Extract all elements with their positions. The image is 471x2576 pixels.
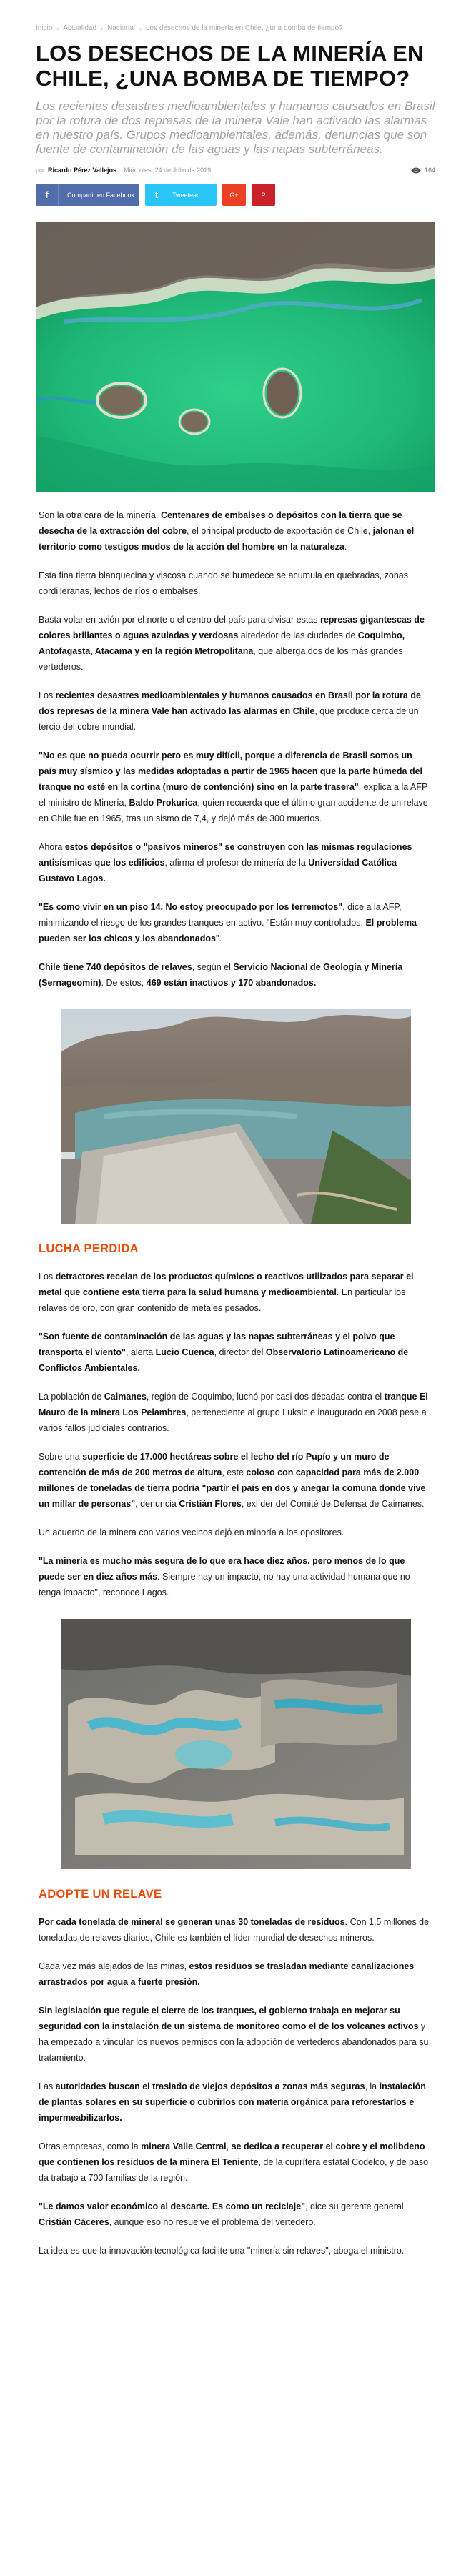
paragraph-run: , director del (214, 1347, 266, 1357)
paragraph-bold-run: estos depósitos o "pasivos mineros" se construyen con las mismas regulaciones antisísmicas que los edificios (39, 842, 412, 868)
paragraph-run: , la (365, 2081, 380, 2091)
paragraph-bold-run: detractores recelan de los productos químicos o reactivos utilizados para separar el metal que contiene esta tierra para la salud humana y medioambiental (39, 1272, 414, 1297)
eye-icon (411, 167, 421, 174)
paragraph-bold-run: tranque El Mauro de la minera Los Pelambres (39, 1392, 428, 1417)
paragraph-run: alrededor de las ciudades de (238, 630, 358, 640)
paragraph-bold-run: Chile tiene 740 depósitos de relaves (39, 962, 192, 972)
section-lucha-perdida (39, 1242, 432, 1600)
article-paragraph (39, 2079, 432, 2126)
article-paragraph (39, 959, 432, 991)
paragraph-bold-run: "No es que no pueda ocurrir pero es muy difícil, porque a diferencia de Brasil somos un país muy sísmico y las medidas adoptadas a partir de 1965 hacen que la parte húmeda del tranque no esté en la cortina (muro de contención) sino en la parte trasera" (39, 750, 423, 792)
article-body (36, 507, 435, 2259)
article-title: LOS DESECHOS DE LA MINERÍA EN CHILE, ¿UNA BOMBA DE TIEMPO? (36, 41, 424, 91)
paragraph-bold-run: Lucio Cuenca (155, 1347, 214, 1357)
article-paragraph (39, 1525, 432, 1540)
paragraph-bold-run: Por cada tonelada de mineral se generan unas 30 toneladas de residuos (39, 1917, 345, 1927)
paragraph-run: , dice su gerente general, (305, 2201, 407, 2211)
breadcrumb-actualidad[interactable]: Actualidad (63, 24, 97, 32)
publish-date: Miércoles, 24 de Julio de 2019 (124, 167, 212, 174)
paragraph-run: , aunque eso no resuelve el problema del vertedero. (109, 2217, 316, 2227)
article-paragraph (39, 748, 432, 826)
paragraph-bold-run: minera Valle Central (141, 2141, 227, 2151)
paragraph-bold-run: represas gigantescas de colores brillantes o aguas azuladas y verdosas (39, 615, 425, 640)
breadcrumb-current: Los desechos de la minería en Chile, ¿una bomba de tiempo? (145, 24, 343, 32)
article-paragraph (39, 1958, 432, 1990)
article-paragraph (39, 839, 432, 886)
paragraph-run: , el principal producto de exportación de Chile, (187, 526, 373, 536)
breadcrumb-separator-icon: › (139, 24, 142, 32)
pinterest-icon: P (261, 191, 266, 199)
paragraph-run: . Siempre hay un impacto, no hay una actividad humana que no tenga impacto", reconoce Lagos. (39, 1572, 410, 1597)
paragraph-bold-run: El problema pueden ser los chicos y los abandonados (39, 918, 417, 943)
paragraph-bold-run: Centenares de embalses o depósitos con la tierra que se desecha de la extracción del cobre (39, 510, 402, 536)
paragraph-run: , exlíder del Comité de Defensa de Caimanes. (241, 1499, 425, 1509)
paragraph-bold-run: Baldo Prokurica (129, 798, 198, 808)
paragraph-run: Cada vez más alejados de las minas, (39, 1961, 189, 1971)
paragraph-bold-run: "Son fuente de contaminación de las aguas y las napas subterráneas y el polvo que transporta el viento" (39, 1332, 395, 1357)
tailings-ponds-aerial-image (61, 1619, 411, 1869)
section-adopte-un-relave (39, 1888, 432, 2259)
view-count-value: 164 (424, 167, 435, 174)
paragraph-run: Los (39, 1272, 56, 1282)
paragraph-run: , de la cuprífera estatal Codelco, y de paso da trabajo a 700 familias de la región. (39, 2157, 429, 2183)
view-count (411, 167, 435, 174)
paragraph-run: Esta fina tierra blanquecina y viscosa cuando se humedece se acumula en quebradas, zonas cordilleranas, lechos de ríos o embalses. (39, 570, 408, 596)
paragraph-bold-run: Servicio Nacional de Geología y Minería (Sernageomin) (39, 962, 403, 988)
breadcrumb-nacional[interactable]: Nacional (107, 24, 135, 32)
author-link[interactable]: Ricardo Pérez Vallejos (48, 167, 117, 174)
paragraph-run: , denuncia (135, 1499, 179, 1509)
paragraph-run: Un acuerdo de la minera con varios vecinos dejó en minoría a los opositores. (39, 1527, 344, 1537)
paragraph-run: , explica a la AFP el ministro de Minería, (39, 782, 428, 808)
twitter-icon: t (154, 189, 159, 200)
article-paragraph (39, 507, 432, 555)
article-paragraph (39, 568, 432, 599)
paragraph-run: , que produce cerca de un tercio del cobre mundial. (39, 706, 419, 732)
paragraph-run: . En particular los relaves de oro, con gran contenido de metales pesados. (39, 1287, 406, 1313)
share-twitter-button[interactable] (145, 184, 217, 206)
paragraph-run: Basta volar en avión por el norte o el centro del país para divisar estas (39, 615, 320, 625)
section-heading: ADOPTE UN RELAVE (39, 1888, 162, 1901)
hero-image-tailings-aerial (36, 222, 435, 492)
article-paragraph (39, 2139, 432, 2186)
paragraph-run: , dice a la AFP, minimizando el riesgo de los grandes tranques en activo. "Están muy controlados. (39, 902, 402, 928)
paragraph-run: , región de Coquimbo, luchó por casi dos décadas contra el (146, 1392, 385, 1402)
paragraph-run: , según el (192, 962, 234, 972)
article-paragraph (39, 899, 432, 946)
article-paragraph (39, 2003, 432, 2066)
paragraph-bold-run: superficie de 17.000 hectáreas sobre el lecho del río Pupío y un muro de contención de más de 200 metros de altura (39, 1452, 390, 1477)
breadcrumb (36, 0, 435, 32)
paragraph-bold-run: instalación de plantas solares en su superficie o cubrirlos con materia orgánica para reforestarlos e impermeabilizarlos. (39, 2081, 426, 2123)
paragraph-run: Los (39, 690, 56, 700)
paragraph-bold-run: "La minería es mucho más segura de lo que era hace diez años, pero menos de lo que puede ser en diez años más (39, 1556, 405, 1582)
article-paragraph (39, 1329, 432, 1376)
share-facebook-button[interactable] (36, 184, 139, 206)
paragraph-run: La idea es que la innovación tecnológica facilite una "minería sin relaves", aboga el ministro. (39, 2246, 405, 2256)
paragraph-bold-run: Coquimbo, Antofagasta, Atacama y en la región Metropolitana (39, 630, 405, 656)
paragraph-bold-run: coloso con capacidad para más de 2.000 millones de toneladas de tierra podría "partir el país en dos y anegar la comuna donde vive un millar de personas" (39, 1467, 426, 1509)
breadcrumb-separator-icon: › (101, 24, 104, 32)
paragraph-run: La población de (39, 1392, 104, 1402)
article-subtitle: Los recientes desastres medioambientales y humanos causados en Brasil por la rotura de dos represas de la minera Vale han activado las alarmas en nuestro país. Grupos medioambientales, además, denuncias que son fuente de contaminación de las aguas y las napas subterráneas. (36, 99, 435, 156)
paragraph-bold-run: Cristián Cáceres (39, 2217, 109, 2227)
author-prefix: por (36, 167, 46, 174)
breadcrumb-home[interactable]: Inicio (36, 24, 53, 32)
paragraph-bold-run: Caimanes (104, 1392, 147, 1402)
paragraph-run: , este (222, 1467, 247, 1477)
paragraph-run: Otras empresas, como la (39, 2141, 142, 2151)
article-paragraph (39, 2243, 432, 2259)
paragraph-bold-run: "Le damos valor económico al descarte. Es como un reciclaje" (39, 2201, 306, 2211)
paragraph-run: Son la otra cara de la minería. (39, 510, 161, 520)
paragraph-run: . Con 1,5 millones de toneladas de relaves diarios, Chile es también el líder mundial de desechos mineros. (39, 1917, 430, 1943)
paragraph-bold-run: "Es como vivir en un piso 14. No estoy preocupado por los terremotos" (39, 902, 343, 912)
paragraph-run: Sobre una (39, 1452, 83, 1462)
share-pinterest-button[interactable] (252, 184, 275, 206)
article-paragraph (39, 1389, 432, 1436)
paragraph-run: , quien recuerda que el último gran accidente de un relave en Chile fue en 1965, tras un sismo de 7,4, y dejó más de 300 muertos. (39, 798, 428, 823)
paragraph-bold-run: Observatorio Latinoamericano de Conflictos Ambientales. (39, 1347, 409, 1373)
tailings-dam-image (61, 1009, 411, 1224)
paragraph-run: Ahora (39, 842, 65, 852)
paragraph-run: ". (215, 933, 222, 943)
article-paragraph (39, 612, 432, 675)
paragraph-bold-run: se dedica a recuperar el cobre y el molibdeno que contienen los residuos de la minera El Teniente (39, 2141, 425, 2167)
section-heading: LUCHA PERDIDA (39, 1242, 139, 1255)
article-paragraph (39, 1553, 432, 1600)
paragraph-run: , afirma el profesor de minería de la (164, 858, 309, 868)
paragraph-run: , perteneciente al grupo Luksic e inaugurado en 2008 pese a varios fallos judiciales contrarios. (39, 1407, 427, 1433)
paragraph-run: , alerta (125, 1347, 156, 1357)
paragraph-bold-run: jalonan el territorio como testigos mudos de la acción del hombre en la naturaleza (39, 526, 415, 552)
paragraph-bold-run: estos residuos se trasladan mediante canalizaciones arrastrados por agua a fuerte presión. (39, 1961, 415, 1987)
paragraph-run: . De estos, (101, 978, 147, 988)
article-meta (36, 167, 435, 174)
paragraph-bold-run: 469 están inactivos y 170 abandonados. (146, 978, 317, 988)
article-paragraph (39, 2199, 432, 2230)
breadcrumb-separator-icon: › (56, 24, 59, 32)
paragraph-run: y ha empezado a vincular los nuevos permisos con la adopción de vertederos abandonados para su tratamiento. (39, 2021, 429, 2063)
article-paragraph (39, 1449, 432, 1512)
paragraph-run: . (344, 542, 347, 552)
paragraph-bold-run: Sin legislación que regule el cierre de los tranques, el gobierno trabaja en mejorar su seguridad con la instalación de un sistema de monitoreo como el de los volcanes activos (39, 2006, 419, 2031)
share-googleplus-button[interactable] (222, 184, 246, 206)
paragraph-run: , que alberga dos de los más grandes vertederos. (39, 646, 403, 672)
paragraph-run: , (226, 2141, 232, 2151)
article-paragraph (39, 1914, 432, 1946)
article-paragraph (39, 688, 432, 735)
share-facebook-label: Compartir en Facebook (67, 191, 135, 199)
share-twitter-label: Tweetear (172, 191, 199, 199)
paragraph-bold-run: recientes desastres medioambientales y humanos causados en Brasil por la rotura de dos represas de la minera Vale han activado las alarmas en Chile (39, 690, 421, 716)
googleplus-icon: G+ (229, 191, 239, 199)
share-bar (36, 184, 435, 206)
paragraph-bold-run: Cristián Flores (179, 1499, 242, 1509)
facebook-icon: f (36, 184, 59, 206)
article-paragraph (39, 1269, 432, 1316)
paragraph-run: Las (39, 2081, 56, 2091)
paragraph-bold-run: autoridades buscan el traslado de viejos depósitos a zonas más seguras (55, 2081, 365, 2091)
paragraph-bold-run: Universidad Católica Gustavo Lagos. (39, 858, 397, 883)
section-intro (39, 507, 432, 991)
